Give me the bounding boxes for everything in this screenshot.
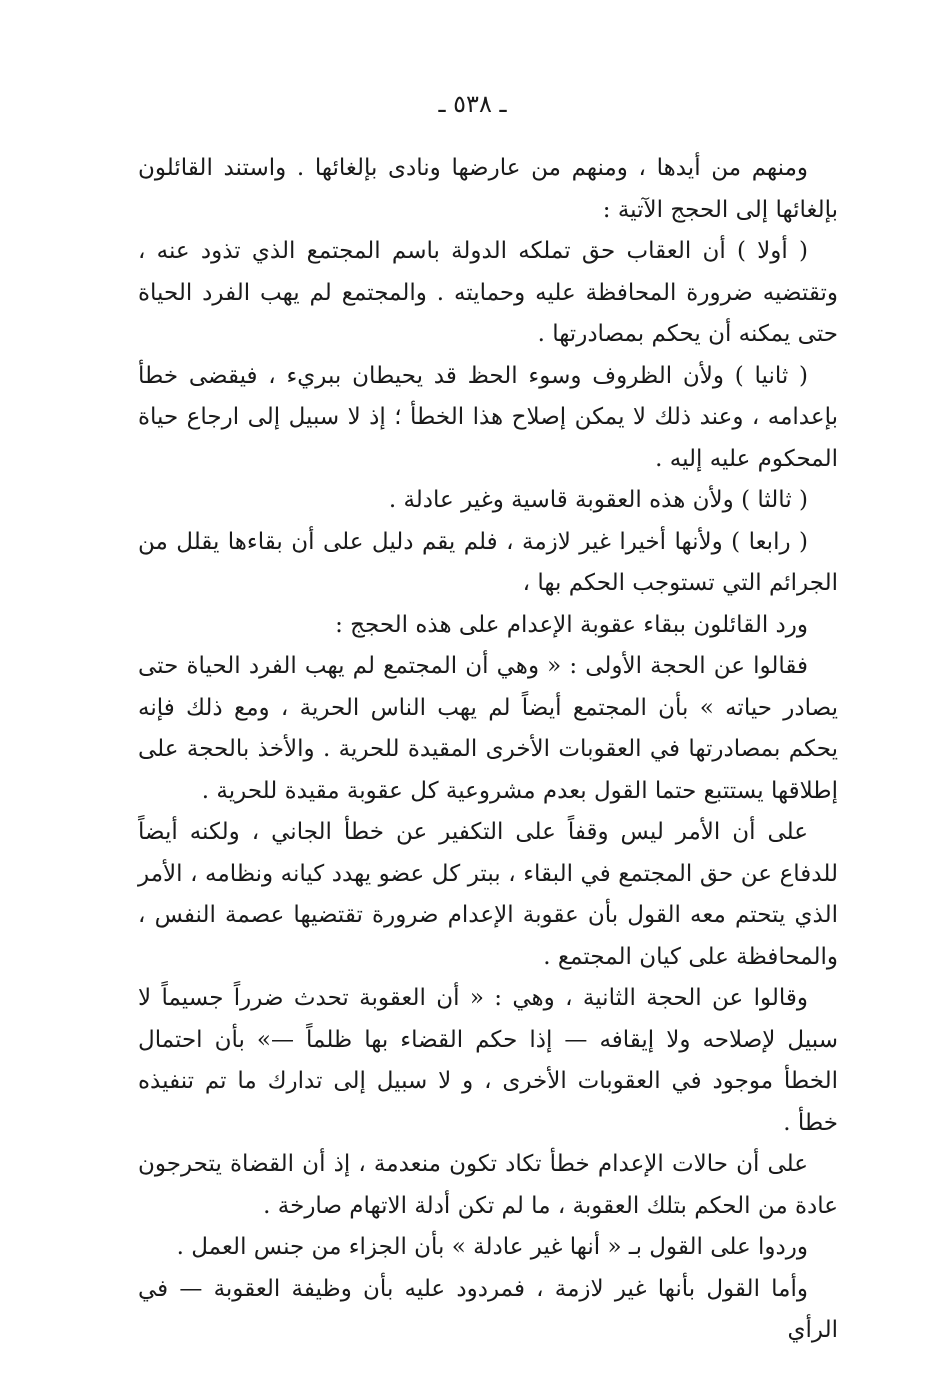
paragraph-11: وردوا على القول بـ « أنها غير عادلة » بأن الجزاء من جنس العمل . bbox=[176, 1234, 808, 1260]
paragraph-2: ( أولا ) أن العقاب حق تملكه الدولة باسم المجتمع الذي تذود عنه ، وتقتضيه ضرورة المحافظة عليه وحمايته . والمجتمع لم يهب الفرد الحياة حتى يمكنه أن يحكم بمصادرتها . bbox=[138, 238, 838, 347]
paragraph-1: ومنهم من أيدها ، ومنهم من عارضها ونادى بإلغائها . واستند القائلون بإلغائها إلى الحجج الآتية : bbox=[138, 155, 838, 223]
paragraph-9: وقالوا عن الحجة الثانية ، وهي : « أن العقوبة تحدث ضرراً جسيماً لا سبيل لإصلاحه ولا إيقافه — إذا حكم القضاء بها ظلماً —» بأن احتمال الخطأ موجود في العقوبات الأخرى ، و لا سبيل إلى تدارك ما تم تنفيذه خطأ . bbox=[138, 985, 838, 1136]
paragraph-7: فقالوا عن الحجة الأولى : « وهي أن المجتمع لم يهب الفرد الحياة حتى يصادر حياته » بأن المجتمع أيضاً لم يهب الناس الحرية ، ومع ذلك فإنه يحكم بمصادرتها في العقوبات الأخرى المقيدة للحرية . والأخذ بالحجة على إطلاقها يستتبع حتما القول بعدم مشروعية كل عقوبة مقيدة للحرية . bbox=[138, 653, 838, 804]
body-text bbox=[138, 148, 838, 1352]
paragraph-12: وأما القول بأنها غير لازمة ، فمردود عليه بأن وظيفة العقوبة — في الرأي bbox=[138, 1275, 838, 1343]
paragraph-8: على أن الأمر ليس وقفاً على التكفير عن خطأ الجاني ، ولكنه أيضاً للدفاع عن حق المجتمع في البقاء ، ببتر كل عضو يهدد كيانه ونظامه ، الأمر الذي يتحتم معه القول بأن عقوبة الإعدام ضرورة تقتضيها عصمة النفس ، والمحافظة على كيان المجتمع . bbox=[138, 819, 838, 970]
paragraph-6: ورد القائلون ببقاء عقوبة الإعدام على هذه الحجج : bbox=[335, 611, 808, 638]
page-number: ـ ٥٣٨ ـ bbox=[438, 90, 507, 118]
paragraph-10: على أن حالات الإعدام خطأ تكاد تكون منعدمة ، إذ أن القضاة يتحرجون عادة من الحكم بتلك العقوبة ، ما لم تكن أدلة الاتهام صارخة . bbox=[138, 1151, 838, 1219]
paragraph-4: ( ثالثا ) ولأن هذه العقوبة قاسية وغير عادلة . bbox=[388, 487, 808, 513]
paragraph-3: ( ثانيا ) ولأن الظروف وسوء الحظ قد يحيطان ببريء ، فيقضى خطأ بإعدامه ، وعند ذلك لا يمكن إصلاح هذا الخطأ ؛ إذ لا سبيل إلى ارجاع حياة المحكوم عليه إليه . bbox=[138, 362, 838, 472]
paragraph-5: ( رابعا ) ولأنها أخيرا غير لازمة ، فلم يقم دليل على أن بقاءها يقلل من الجرائم التي تستوجب الحكم بها ، bbox=[138, 528, 838, 596]
